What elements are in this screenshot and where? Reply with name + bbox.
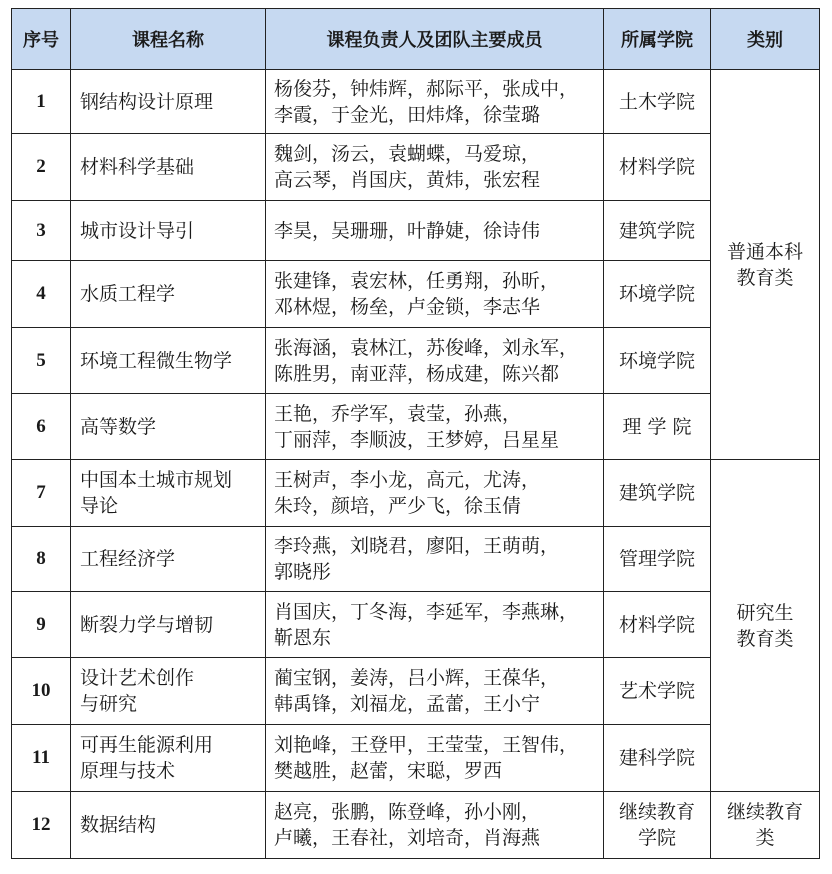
college-name (604, 70, 711, 134)
header-course-name: 课程名称 (71, 9, 266, 70)
college-name-line: 学院 (637, 827, 676, 849)
course-name-line: 工程经济学 (80, 548, 176, 570)
row-number: 3 (12, 201, 71, 261)
header-category: 类别 (711, 9, 820, 70)
course-members-line: 肖国庆，丁冬海，李延军，李燕琳， (274, 600, 579, 623)
row-number: 11 (12, 725, 71, 792)
table-row (12, 460, 820, 527)
course-name-line: 城市设计导引 (80, 219, 195, 242)
table-row (12, 201, 820, 261)
course-members-line: 杨俊芬，钟炜辉，郝际平，张成中， (274, 77, 579, 100)
course-name-line: 设计艺术创作 (80, 667, 195, 689)
course-name-line: 与研究 (80, 693, 138, 715)
course-members (266, 527, 604, 592)
course-members (266, 792, 604, 859)
college-name-line: 艺术学院 (618, 680, 695, 702)
college-name (604, 201, 711, 261)
table-row (12, 725, 820, 792)
course-members-line: 张海涵，袁林江，苏俊峰，刘永军， (274, 336, 579, 359)
college-name-line: 材料学院 (618, 156, 695, 178)
course-members-line: 樊越胜，赵蕾，宋聪，罗西 (274, 760, 503, 782)
college-name (604, 394, 711, 460)
table-row (12, 328, 820, 394)
college-name-line: 建筑学院 (618, 482, 695, 504)
header-members: 课程负责人及团队主要成员 (266, 9, 604, 70)
row-number: 12 (12, 792, 71, 859)
course-name-line: 材料科学基础 (80, 156, 195, 178)
row-number: 8 (12, 527, 71, 592)
row-number: 6 (12, 394, 71, 460)
course-members-line: 魏剑，汤云，袁蝴蝶，马爱琼， (274, 143, 541, 165)
course-name (71, 201, 266, 261)
row-number: 4 (12, 261, 71, 328)
course-members-line: 丁丽萍，李顺波，王梦婷，吕星星 (274, 428, 560, 451)
college-name-line: 材料学院 (618, 613, 695, 636)
college-name-line: 建筑学院 (618, 219, 695, 242)
category-cell-line: 研究生 (736, 601, 794, 624)
course-members-line: 李霞，于金光，田炜烽，徐莹璐 (274, 103, 541, 126)
course-members (266, 658, 604, 725)
course-members (266, 460, 604, 527)
header-no: 序号 (12, 9, 71, 70)
table-row (12, 134, 820, 201)
course-members-line: 陈胜男，南亚萍，杨成建，陈兴都 (274, 362, 560, 385)
college-name (604, 460, 711, 527)
course-name-line: 中国本土城市规划 (80, 469, 233, 491)
course-name (71, 261, 266, 328)
course-members-line: 韩禹锋，刘福龙，孟蕾，王小宁 (274, 693, 541, 715)
course-members (266, 261, 604, 328)
table-row (12, 658, 820, 725)
category-cell-line: 教育类 (736, 627, 794, 650)
course-name-line: 断裂力学与增韧 (80, 613, 214, 636)
course-members-line: 郭晓彤 (274, 561, 332, 583)
course-members-line: 朱玲，颜培，严少飞，徐玉倩 (274, 495, 522, 517)
college-name-line: 继续教育 (618, 801, 695, 823)
table-body (12, 70, 820, 859)
college-name (604, 134, 711, 201)
row-number: 10 (12, 658, 71, 725)
category-cell (711, 460, 820, 792)
category-cell-line: 类 (755, 827, 775, 849)
course-members (266, 134, 604, 201)
course-name-line: 高等数学 (80, 415, 157, 438)
course-members-line: 卢曦，王春社，刘培奇，肖海燕 (274, 827, 541, 849)
course-name (71, 592, 266, 658)
course-name-line: 导论 (80, 495, 119, 517)
college-name (604, 725, 711, 792)
row-number: 2 (12, 134, 71, 201)
college-name (604, 792, 711, 859)
college-name-line: 环境学院 (618, 349, 695, 372)
table-row (12, 592, 820, 658)
course-members (266, 394, 604, 460)
course-name (71, 134, 266, 201)
course-name (71, 792, 266, 859)
college-name-line: 土木学院 (618, 90, 695, 113)
category-cell-line: 教育类 (736, 266, 794, 289)
college-name-line: 理 学 院 (622, 415, 692, 438)
row-number: 9 (12, 592, 71, 658)
course-members (266, 201, 604, 261)
table-row (12, 394, 820, 460)
course-name (71, 70, 266, 134)
row-number: 1 (12, 70, 71, 134)
category-cell-line: 普通本科 (726, 240, 803, 263)
course-name-line: 钢结构设计原理 (80, 90, 214, 113)
course-members (266, 592, 604, 658)
course-members (266, 328, 604, 394)
course-members-line: 王树声，李小龙，高元，尤涛， (274, 469, 541, 491)
course-members-line: 张建锋，袁宏林，任勇翔，孙昕， (274, 270, 560, 292)
course-members-line: 蔺宝钢，姜涛，吕小辉，王葆华， (274, 667, 560, 689)
college-name-line: 管理学院 (618, 548, 695, 570)
college-name (604, 328, 711, 394)
course-name-line: 数据结构 (80, 814, 157, 836)
course-name-line: 可再生能源利用 (80, 734, 214, 756)
course-members-line: 靳恩东 (274, 626, 332, 649)
course-members (266, 70, 604, 134)
course-name (71, 658, 266, 725)
course-members-line: 刘艳峰，王登甲，王莹莹，王智伟， (274, 734, 579, 756)
course-name (71, 328, 266, 394)
header-row (12, 9, 820, 70)
course-name (71, 460, 266, 527)
college-name (604, 658, 711, 725)
course-members (266, 725, 604, 792)
course-name (71, 527, 266, 592)
course-name-line: 水质工程学 (80, 283, 176, 305)
row-number: 5 (12, 328, 71, 394)
college-name-line: 建科学院 (618, 747, 695, 769)
college-name (604, 261, 711, 328)
course-members-line: 李玲燕，刘晓君，廖阳，王萌萌， (274, 535, 560, 557)
category-cell-line: 继续教育 (726, 801, 803, 823)
row-number: 7 (12, 460, 71, 527)
course-name-line: 环境工程微生物学 (80, 349, 233, 372)
college-name-line: 环境学院 (618, 283, 695, 305)
course-members-line: 邓林煜，杨垒，卢金锁，李志华 (274, 296, 541, 318)
header-college: 所属学院 (604, 9, 711, 70)
table-row (12, 70, 820, 134)
table-row (12, 261, 820, 328)
course-members-line: 赵亮，张鹏，陈登峰，孙小刚， (274, 801, 541, 823)
course-name-line: 原理与技术 (80, 760, 176, 782)
category-cell (711, 792, 820, 859)
table-row (12, 527, 820, 592)
course-members-line: 王艳，乔学军，袁莹，孙燕， (274, 402, 522, 425)
course-table (11, 8, 820, 859)
category-cell (711, 70, 820, 460)
college-name (604, 592, 711, 658)
course-name (71, 725, 266, 792)
course-name (71, 394, 266, 460)
table-row (12, 792, 820, 859)
course-members-line: 高云琴，肖国庆，黄炜，张宏程 (274, 169, 541, 191)
college-name (604, 527, 711, 592)
course-members-line: 李昊，吴珊珊，叶静婕，徐诗伟 (274, 219, 541, 242)
